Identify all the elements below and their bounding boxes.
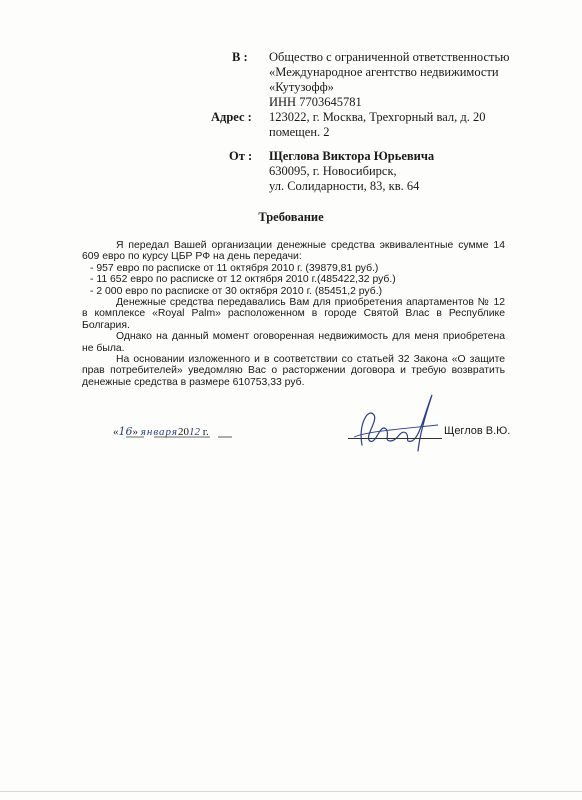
body-paragraph-4: На основании изложенного и в соответствии со статьей 32 Закона «О защите прав потребителей» уведомляю Вас о расторжении договора и требую возвратить денежные средства в размере 610753,33 руб. [82, 354, 505, 388]
date-open-quote: « [113, 426, 119, 438]
address-line-1: 123022, г. Москва, Трехгорный вал, д. 20 [269, 110, 486, 124]
body-paragraph-1: Я передал Вашей организации денежные средства эквивалентные сумме 14 609 евро по курсу ЦБР РФ на день передачи: [82, 240, 505, 263]
body-paragraph-3: Однако на данный момент оговоренная недвижимость для меня приобретена не была. [82, 331, 505, 354]
from-line-2: ул. Солидарности, 83, кв. 64 [269, 179, 420, 193]
address-line-2: помещен. 2 [269, 125, 330, 139]
handwritten-signature-icon [340, 385, 450, 460]
address-label: Адрес : [211, 110, 252, 124]
date-day: 16 [118, 425, 133, 438]
date-close-quote: » [132, 426, 138, 438]
scan-edge [0, 791, 582, 792]
body-paragraph-2: Денежные средства передавались Вам для приобретения апартаментов № 12 в комплексе «Royal Palm» расположенном в городе Святой Влас в Республике Болгария. [82, 297, 505, 331]
from-line-1: 630095, г. Новосибирск, [269, 164, 397, 178]
date-month: января [140, 426, 178, 438]
date-underline-icon [110, 415, 250, 445]
date-year: 12 [189, 426, 200, 438]
signature-line [348, 438, 442, 439]
document-body [82, 240, 505, 388]
to-line-4: ИНН 7703645781 [269, 95, 362, 109]
from-label: От : [229, 149, 253, 163]
date-suffix: г. [202, 426, 209, 438]
to-label: В : [232, 50, 248, 64]
to-line-2: «Международное агентство недвижимости [269, 65, 499, 79]
payment-item-3: - 2 000 евро по расписке от 30 октября 2010 г. (85451,2 руб.) [90, 285, 383, 297]
payment-item-2: - 11 652 евро по расписке от 12 октября 2010 г.(485422,32 руб.) [90, 274, 396, 286]
document-title: Требование [258, 210, 324, 224]
to-line-1: Общество с ограниченной ответственностью [269, 50, 510, 64]
date-year-prefix: 20 [178, 426, 189, 438]
from-name: Щеглова Виктора Юрьевича [269, 149, 435, 163]
payment-item-1: - 957 евро по расписке от 11 октября 2010 г. (39879,81 руб.) [90, 262, 379, 274]
to-line-3: «Кутузофф» [269, 80, 334, 94]
signer-name: Щеглов В.Ю. [444, 425, 511, 437]
